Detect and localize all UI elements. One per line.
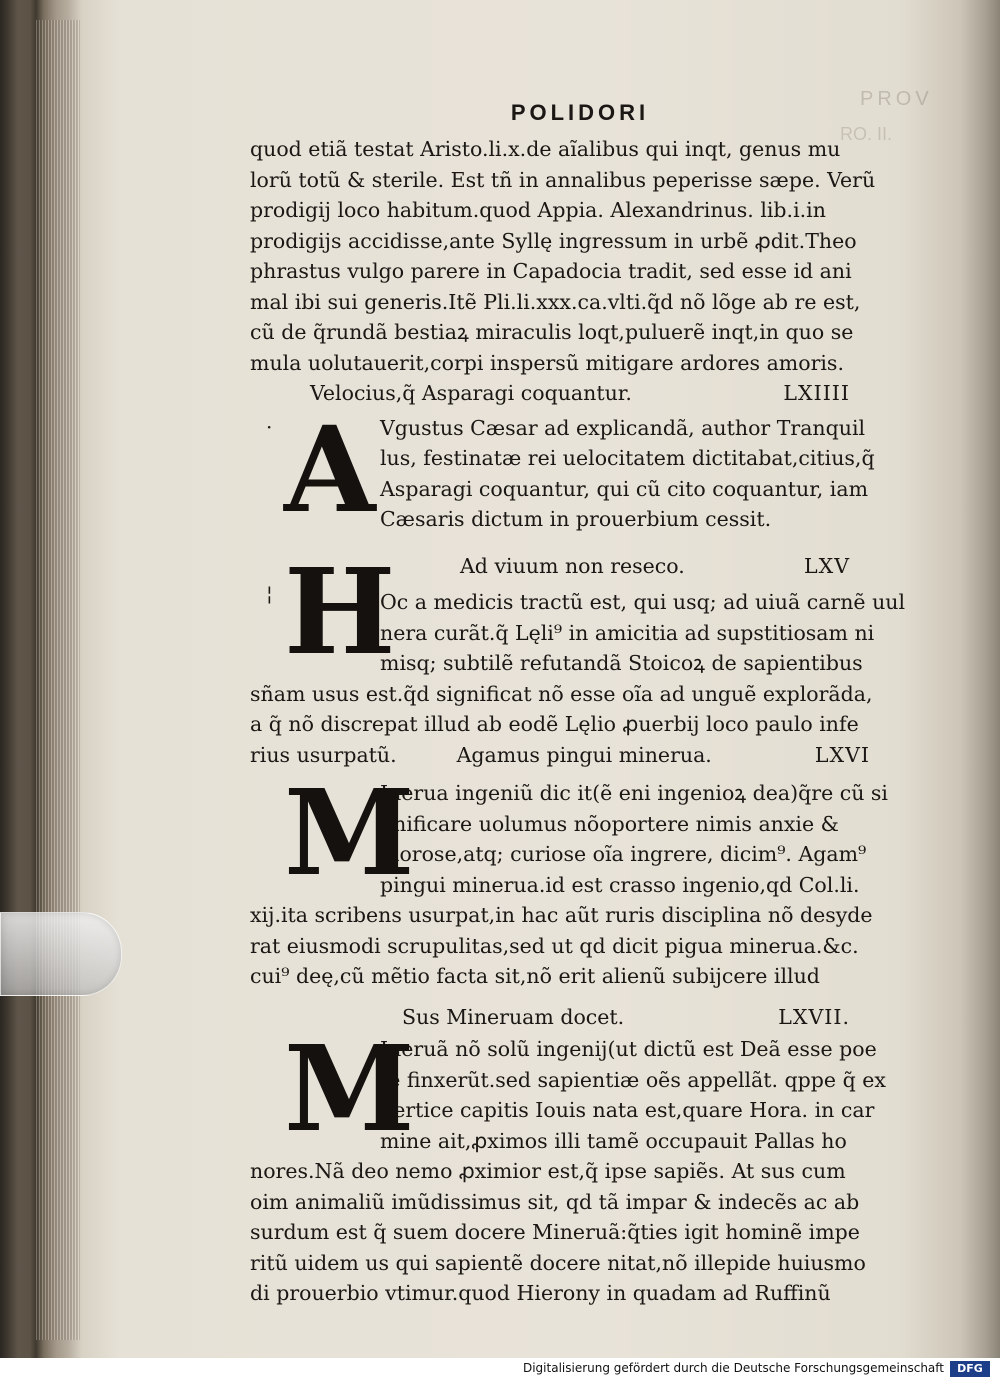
text-line: uertice capitis Iouis nata est,quare Hora. in car	[380, 1098, 875, 1122]
show-through-folio: RO. II.	[840, 124, 893, 144]
text-line: gnificare uolumus nõoportere nimis anxie &	[380, 811, 839, 836]
dfg-logo: DFG	[950, 1361, 990, 1377]
text-line: Oc a medicis tractũ est, qui usq; ad uiuã carnẽ uul	[380, 590, 906, 614]
text-line: surdum est q̃ suem docere Mineruã:q̃ties igit hominẽ impe	[250, 1220, 860, 1244]
proverb-number: LXVI	[814, 742, 870, 767]
text-line: pingui minerua.id est crasso ingenio,qd Col.li.	[380, 872, 860, 897]
text-line: Cæsaris dictum in prouerbium cessit.	[380, 507, 772, 531]
text-line: misq; subtilẽ refutandã Stoicoꝝ de sapientibus	[380, 651, 863, 675]
proverb-title: Velocius,q̃ Asparagi coquantur.	[310, 381, 632, 405]
text-line: ritũ uidem us qui sapientẽ docere nitat,nõ illepide huiusmo	[250, 1250, 866, 1275]
proverb-section	[250, 1019, 910, 1158]
paragraph-continuation	[250, 134, 910, 378]
proverb-section	[250, 541, 910, 681]
text-line: Ineruã nõ solũ ingenij(ut dictũ est Deã esse poe	[380, 1037, 877, 1061]
footer-bar	[0, 1358, 1000, 1380]
text-line: quod etiã testat Aristo.li.x.de aĩalibus qui inqt, genus mu	[250, 137, 841, 161]
text-line: di prouerbio vtimur.quod Hierony in quadam ad Ruffinũ	[250, 1281, 831, 1305]
drop-cap-initial: M	[284, 763, 415, 902]
text-line: phrastus vulgo parere in Capadocia tradit, sed esse id ani	[250, 259, 852, 283]
text-line: xij.ita scribens usurpat,in hac aũt ruris disciplina nõ desyde	[250, 903, 873, 927]
page-edges	[36, 20, 80, 1340]
text-line: cũ de q̃rundã bestiaꝝ miraculis loqt,puluerẽ inqt,in quo se	[250, 320, 854, 344]
book-clip	[0, 912, 122, 996]
proverb-number: LXIIII	[783, 381, 850, 405]
proverb-number: LXV	[803, 553, 850, 578]
text-line: cui⁹ deę,cũ mẽtio facta sit,nõ erit alienũ subijcere illud	[250, 964, 820, 988]
text-line: morose,atq; curiose oĩa ingrere, dicim⁹. Agam⁹	[380, 842, 867, 866]
text-line: mula uolutauerit,corpi inspersũ mitigare ardores amoris.	[250, 350, 844, 375]
text-line: prodigijs accidisse,ante Syllę ingressum in urbẽ ꝓdit.Theo	[250, 228, 857, 253]
drop-cap-initial: A	[284, 399, 376, 539]
drop-cap-initial: M	[284, 1019, 415, 1158]
text-line: Vgustus Cæsar ad explicandã, author Tranquil	[380, 415, 866, 440]
text-line: Inerua ingeniũ dic it(ẽ eni ingenioꝝ dea)q̃re cũ si	[380, 781, 888, 805]
text-line: rius usurpatũ.	[250, 742, 397, 767]
proverb-title: Agamus pingui minerua.	[456, 742, 712, 767]
text-line: mine ait,ꝓximos illi tamẽ occupauit Pallas ho	[380, 1128, 847, 1153]
proverb-title: Sus Mineruam docet.	[402, 1004, 625, 1029]
margin-mark: ¦	[266, 580, 273, 605]
text-line: sñam usus est.q̃d significat nõ esse oĩa ad unguẽ explorãda,	[250, 681, 873, 706]
text-line: tę finxerũt.sed sapientiæ oẽs appellãt. qppe q̃ ex	[380, 1067, 886, 1092]
proverb-section	[250, 763, 910, 902]
text-line: prodigij loco habitum.quod Appia. Alexandrinus. lib.i.in	[250, 198, 826, 222]
text-line: oim animaliũ imũdissimus sit, qd tã impar & indecẽs ac ab	[250, 1189, 860, 1214]
text-line: lus, festinatæ rei uelocitatem dictitabat,citius,q̃	[380, 446, 875, 470]
text-line: nores.Nã deo nemo ꝓximior est,q̃ ipse sapiẽs. At sus cum	[250, 1159, 846, 1183]
text-line: nera curãt.q̃ Lęli⁹ in amicitia ad supstitiosam ni	[380, 620, 875, 645]
text-block	[250, 100, 910, 1309]
proverb-number: LXVII.	[778, 1004, 850, 1029]
proverb-title: Ad viuum non reseco.	[460, 553, 685, 578]
text-line: mal ibi sui generis.Itẽ Pli.li.xxx.ca.vlti.q̃d nõ lõge ab re est,	[250, 289, 861, 314]
drop-cap-initial: H	[284, 541, 396, 681]
running-head: POLIDORI	[510, 100, 650, 125]
funding-notice: Digitalisierung gefördert durch die Deutsche Forschungsgemeinschaft	[522, 1361, 944, 1375]
text-line: lorũ totũ & sterile. Est tñ in annalibus peperisse sæpe. Verũ	[250, 167, 876, 192]
text-line: Asparagi coquantur, qui cũ cito coquantur, iam	[380, 476, 869, 501]
show-through-heading: PROV	[860, 88, 933, 110]
proverb-section	[250, 399, 910, 539]
margin-mark: ·	[266, 414, 273, 439]
text-line: a q̃ nõ discrepat illud ab eodẽ Lęlio ꝓuerbij loco paulo infe	[250, 712, 859, 736]
text-line: rat eiusmodi scrupulitas,sed ut qd dicit pigua minerua.&c.	[250, 933, 859, 958]
